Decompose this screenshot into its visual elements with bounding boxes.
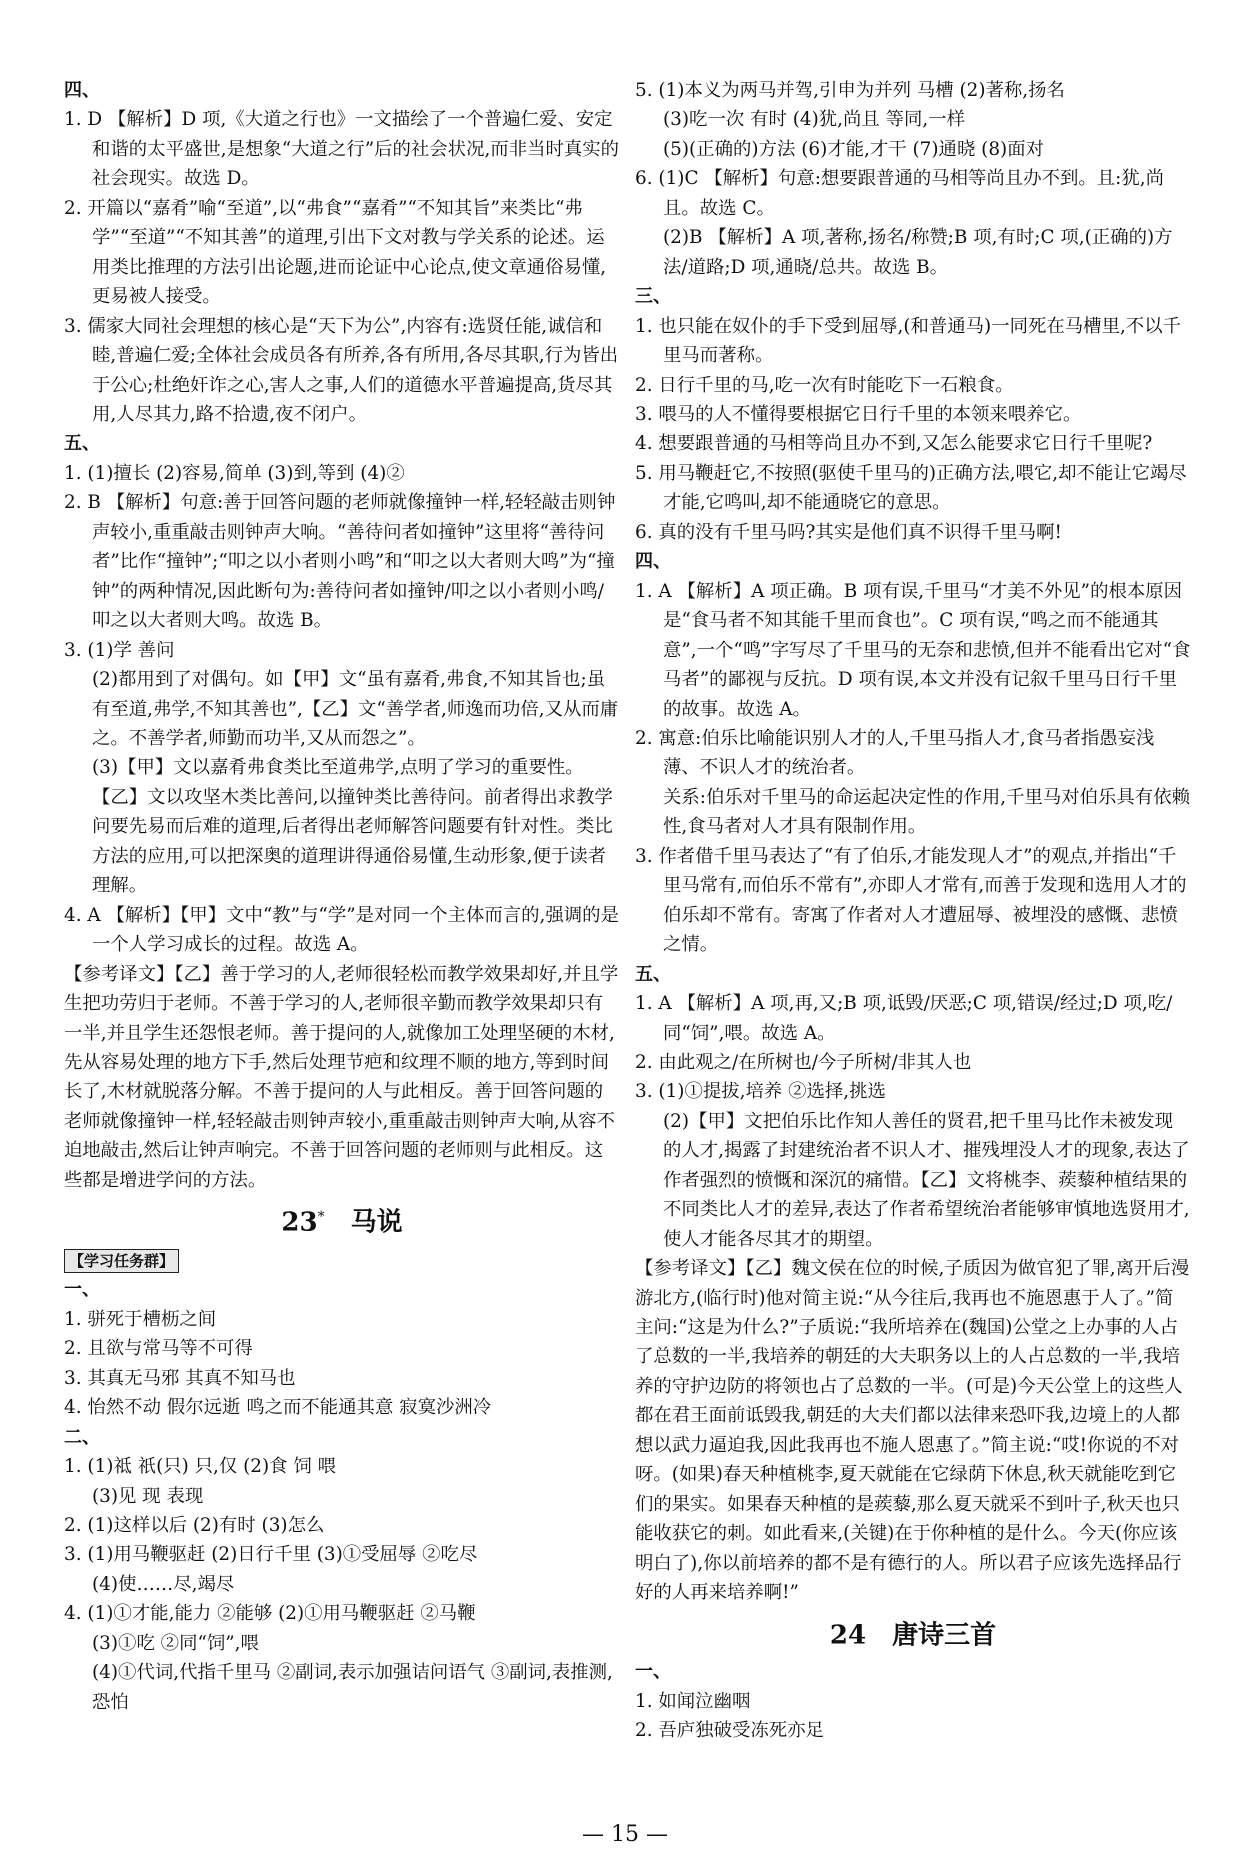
answer-item: 2. 由此观之/在所树也/今子所树/非其人也 — [635, 1051, 972, 1073]
section-heading: 五、 — [635, 963, 671, 985]
left-column — [64, 76, 620, 1717]
answer-item: 1. A 【解析】A 项正确。B 项有误,千里马“才美不外见”的根本原因是“食马者不知其能千里而食也”。C 项有误,“鸣之而不能通其意”,一个“鸣”字写尽了千里马的无奈和悲愤,但并不能看出它对“食马者”的鄙视与反抗。D 项有误,本文并没有记叙千里马日行千里的故事。故选 A。 — [635, 580, 1191, 720]
task-group-row — [64, 1245, 620, 1275]
answer-item: 1. (1)擅长 (2)容易,简单 (3)到,等到 (4)② — [64, 462, 405, 484]
answer-subitem: (2)都用到了对偶句。如【甲】文“虽有嘉肴,弗食,不知其旨也;虽有至道,弗学,不知其善也”,【乙】文“善学者,师逸而功倍,又从而庸之。不善学者,师勤而功半,又从而怨之”。 — [92, 669, 619, 749]
section-heading: 四、 — [635, 551, 671, 573]
answer-item: 3. 儒家大同社会理想的核心是“天下为公”,内容有:选贤任能,诚信和睦,普遍仁爱;全体社会成员各有所养,各有所用,各尽其职,行为皆出于公心;杜绝奸诈之心,害人之事,人们的道德水平普遍提高,货尽其用,人尽其力,路不拾遗,夜不闭户。 — [64, 315, 619, 425]
lesson-title — [64, 1195, 620, 1245]
answer-item: 1. 骈死于槽枥之间 — [64, 1308, 217, 1330]
answer-item: 2. 寓意:伯乐比喻能识别人才的人,千里马指人才,食马者指愚妄浅薄、不识人才的统治者。 — [635, 727, 1155, 779]
section-heading: 一、 — [64, 1279, 100, 1301]
answer-item: 3. (1)①提拔,培养 ②选择,挑选 — [635, 1081, 886, 1103]
section-heading: 五、 — [64, 433, 100, 455]
answer-item: 3. 作者借千里马表达了“有了伯乐,才能发现人才”的观点,并指出“千里马常有,而伯乐不常有”,亦即人才常有,而善于发现和选用人才的伯乐却不常有。寄寓了作者对人才遭屈辱、被埋没的感慨、悲愤之情。 — [635, 845, 1187, 956]
answer-subitem: (4)①代词,代指千里马 ②副词,表示加强诘问语气 ③副词,表推测,恐怕 — [92, 1662, 613, 1713]
section-heading: 三、 — [635, 286, 671, 308]
page-number: — 15 — — [582, 1822, 668, 1847]
answer-item: 1. 也只能在奴仆的手下受到屈辱,(和普通马)一同死在马槽里,不以千里马而著称。 — [635, 315, 1181, 367]
lesson-name: 马说 — [350, 1207, 403, 1238]
answer-subitem: (3)见 现 表现 — [92, 1485, 204, 1507]
reference-translation: 【参考译文】【乙】善于学习的人,老师很轻松而教学效果却好,并且学生把功劳归于老师。不善于学习的人,老师很辛勤而教学效果却只有一半,并且学生还怨恨老师。善于提问的人,就像加工处理坚硬的木材,先从容易处理的地方下手,然后处理节疤和纹理不顺的地方,等到时间长了,木材就脱落分解。不善于提问的人与此相反。善于回答问题的老师就像撞钟一样,轻轻敲击则钟声较小,重重敲击则钟声大响,从容不迫地敲击,然后让钟声响完。不善于回答问题的老师则与此相反。这些都是增进学问的方法。 — [64, 963, 619, 1191]
answer-item: 6. (1)C 【解析】句意:想要跟普通的马相等尚且办不到。且:犹,尚且。故选 C。 — [635, 168, 1164, 219]
answer-item: 2. B 【解析】句意:善于回答问题的老师就像撞钟一样,轻轻敲击则钟声较小,重重敲击则钟声大响。“善待问者如撞钟”这里将“善待问者”比作“撞钟”;“叩之以小者则小鸣”和“叩之以大者则大鸣”为“撞钟”的两种情况,因此断句为:善待问者如撞钟/叩之以小者则小鸣/叩之以大者则大鸣。故选 B。 — [64, 492, 616, 632]
answer-item: 4. A 【解析】【甲】文中“教”与“学”是对同一个主体而言的,强调的是一个人学习成长的过程。故选 A。 — [64, 904, 619, 956]
section-heading: 二、 — [64, 1426, 100, 1448]
lesson-name: 唐诗三首 — [892, 1620, 997, 1651]
answer-item: 4. 怡然不动 假尔远逝 鸣之而不能通其意 寂寞沙洲冷 — [64, 1397, 492, 1419]
answer-item: 3. (1)用马鞭驱赶 (2)日行千里 (3)①受屈辱 ②吃尽 — [64, 1544, 478, 1566]
answer-subitem: (3)【甲】文以嘉肴弗食类比至道弗学,点明了学习的重要性。【乙】文以攻坚木类比善问,以撞钟类比善待问。前者得出求教学问要先易而后难的道理,后者得出老师解答问题要有针对性。类比方法的应用,可以把深奥的道理讲得通俗易懂,生动形象,便于读者理解。 — [92, 757, 613, 897]
section-heading: 一、 — [635, 1661, 671, 1683]
right-column — [635, 76, 1191, 1746]
answer-item: 2. 吾庐独破受冻死亦足 — [635, 1720, 824, 1742]
answer-item: 3. 喂马的人不懂得要根据它日行千里的本领来喂养它。 — [635, 403, 1082, 425]
answer-item: 6. 真的没有千里马吗?其实是他们真不识得千里马啊! — [635, 521, 1062, 543]
answer-item: 4. 想要跟普通的马相等尚且办不到,又怎么能要求它日行千里呢? — [635, 433, 1153, 455]
answer-subitem: (4)使……尽,竭尽 — [92, 1573, 235, 1595]
answer-item: 3. (1)学 善问 — [64, 639, 175, 661]
answer-item: 3. 其真无马邪 其真不知马也 — [64, 1367, 296, 1389]
answer-item: 1. D 【解析】D 项,《大道之行也》一文描绘了一个普遍仁爱、安定和谐的太平盛世,是想象“大道之行”后的社会状况,而非当时真实的社会现实。故选 D。 — [64, 109, 620, 190]
answer-subitem: (5)(正确的)方法 (6)才能,才干 (7)通晓 (8)面对 — [663, 138, 1045, 160]
answer-item: 1. 如闻泣幽咽 — [635, 1690, 751, 1712]
answer-subitem: (3)①吃 ②同“饲”,喂 — [92, 1632, 259, 1654]
answer-subitem: (2)【甲】文把伯乐比作知人善任的贤君,把千里马比作未被发现的人才,揭露了封建统治者不识人才、摧残埋没人才的现象,表达了作者强烈的愤慨和深沉的痛惜。【乙】文将桃李、蒺藜种植结果的不同类比人才的差异,表达了作者希望统治者能够审慎地选贤用才,使人才能各尽其才的期望。 — [663, 1110, 1190, 1250]
answer-item: 2. 开篇以“嘉肴”喻“至道”,以“弗食”“嘉肴”“不知其旨”来类比“弗学”“至道”“不知其善”的道理,引出下文对教与学关系的论述。运用类比推理的方法引出论题,进而论证中心论点,使文章通俗易懂,更易被人接受。 — [64, 197, 607, 308]
task-group-label: 【学习任务群】 — [64, 1249, 179, 1273]
answer-subitem: (3)吃一次 有时 (4)犹,尚且 等同,一样 — [663, 109, 966, 131]
answer-item: 1. (1)祗 祇(只) 只,仅 (2)食 饲 喂 — [64, 1456, 337, 1478]
lesson-number: 23 — [281, 1207, 318, 1238]
lesson-mark: * — [317, 1209, 325, 1226]
answer-item: 1. A 【解析】A 项,再,又;B 项,诋毁/厌恶;C 项,错误/经过;D 项,吃/同“饲”,喂。故选 A。 — [635, 993, 1173, 1044]
section-heading: 四、 — [64, 80, 100, 101]
answer-item: 2. (1)这样以后 (2)有时 (3)怎么 — [64, 1514, 325, 1536]
answer-item: 5. 用马鞭赶它,不按照(驱使千里马的)正确方法,喂它,却不能让它竭尽才能,它鸣叫,却不能通晓它的意思。 — [635, 462, 1187, 514]
answer-subitem: (2)B 【解析】A 项,著称,扬名/称赞;B 项,有时;C 项,(正确的)方法/道路;D 项,通晓/总共。故选 B。 — [663, 227, 1173, 278]
lesson-number: 24 — [829, 1620, 867, 1651]
answer-subitem: 关系:伯乐对千里马的命运起决定性的作用,千里马对伯乐具有依赖性,食马者对人才具有限制作用。 — [663, 786, 1190, 838]
lesson-title — [635, 1608, 1191, 1658]
answer-item: 2. 且欲与常马等不可得 — [64, 1338, 253, 1360]
answer-item: 4. (1)①才能,能力 ②能够 (2)①用马鞭驱赶 ②马鞭 — [64, 1603, 476, 1625]
answer-item: 2. 日行千里的马,吃一次有时能吃下一石粮食。 — [635, 374, 1014, 396]
reference-translation: 【参考译文】【乙】魏文侯在位的时候,子质因为做官犯了罪,离开后漫游北方,(临行时)他对简主说:“从今往后,我再也不施恩惠于人了。”简主问:“这是为什么?”子质说:“我所培养在(魏国)公堂之上办事的人占了总数的一半,我培养的朝廷的大夫职务以上的人占总数的一半,我培养的守护边防的将领也占了总数的一半。(可是)今天公堂上的这些人都在君王面前诋毁我,朝廷的大夫们都以法律来恐吓我,边境上的人都想以武力逼迫我,因此我再也不施人恩惠了。”简主说:“哎!你说的不对呀。(如果)春天种植桃李,夏天就能在它绿荫下休息,秋天就能吃到它们的果实。如果春天种植的是蒺藜,那么夏天就采不到叶子,秋天也只能收获它的刺。如此看来,(关键)在于你种植的是什么。今天(你应该明白了),你以前培养的都不是有德行的人。所以君子应该先选择品行好的人再来培养啊!” — [635, 1258, 1190, 1604]
answer-item: 5. (1)本义为两马并驾,引申为并列 马槽 (2)著称,扬名 — [635, 80, 1065, 101]
